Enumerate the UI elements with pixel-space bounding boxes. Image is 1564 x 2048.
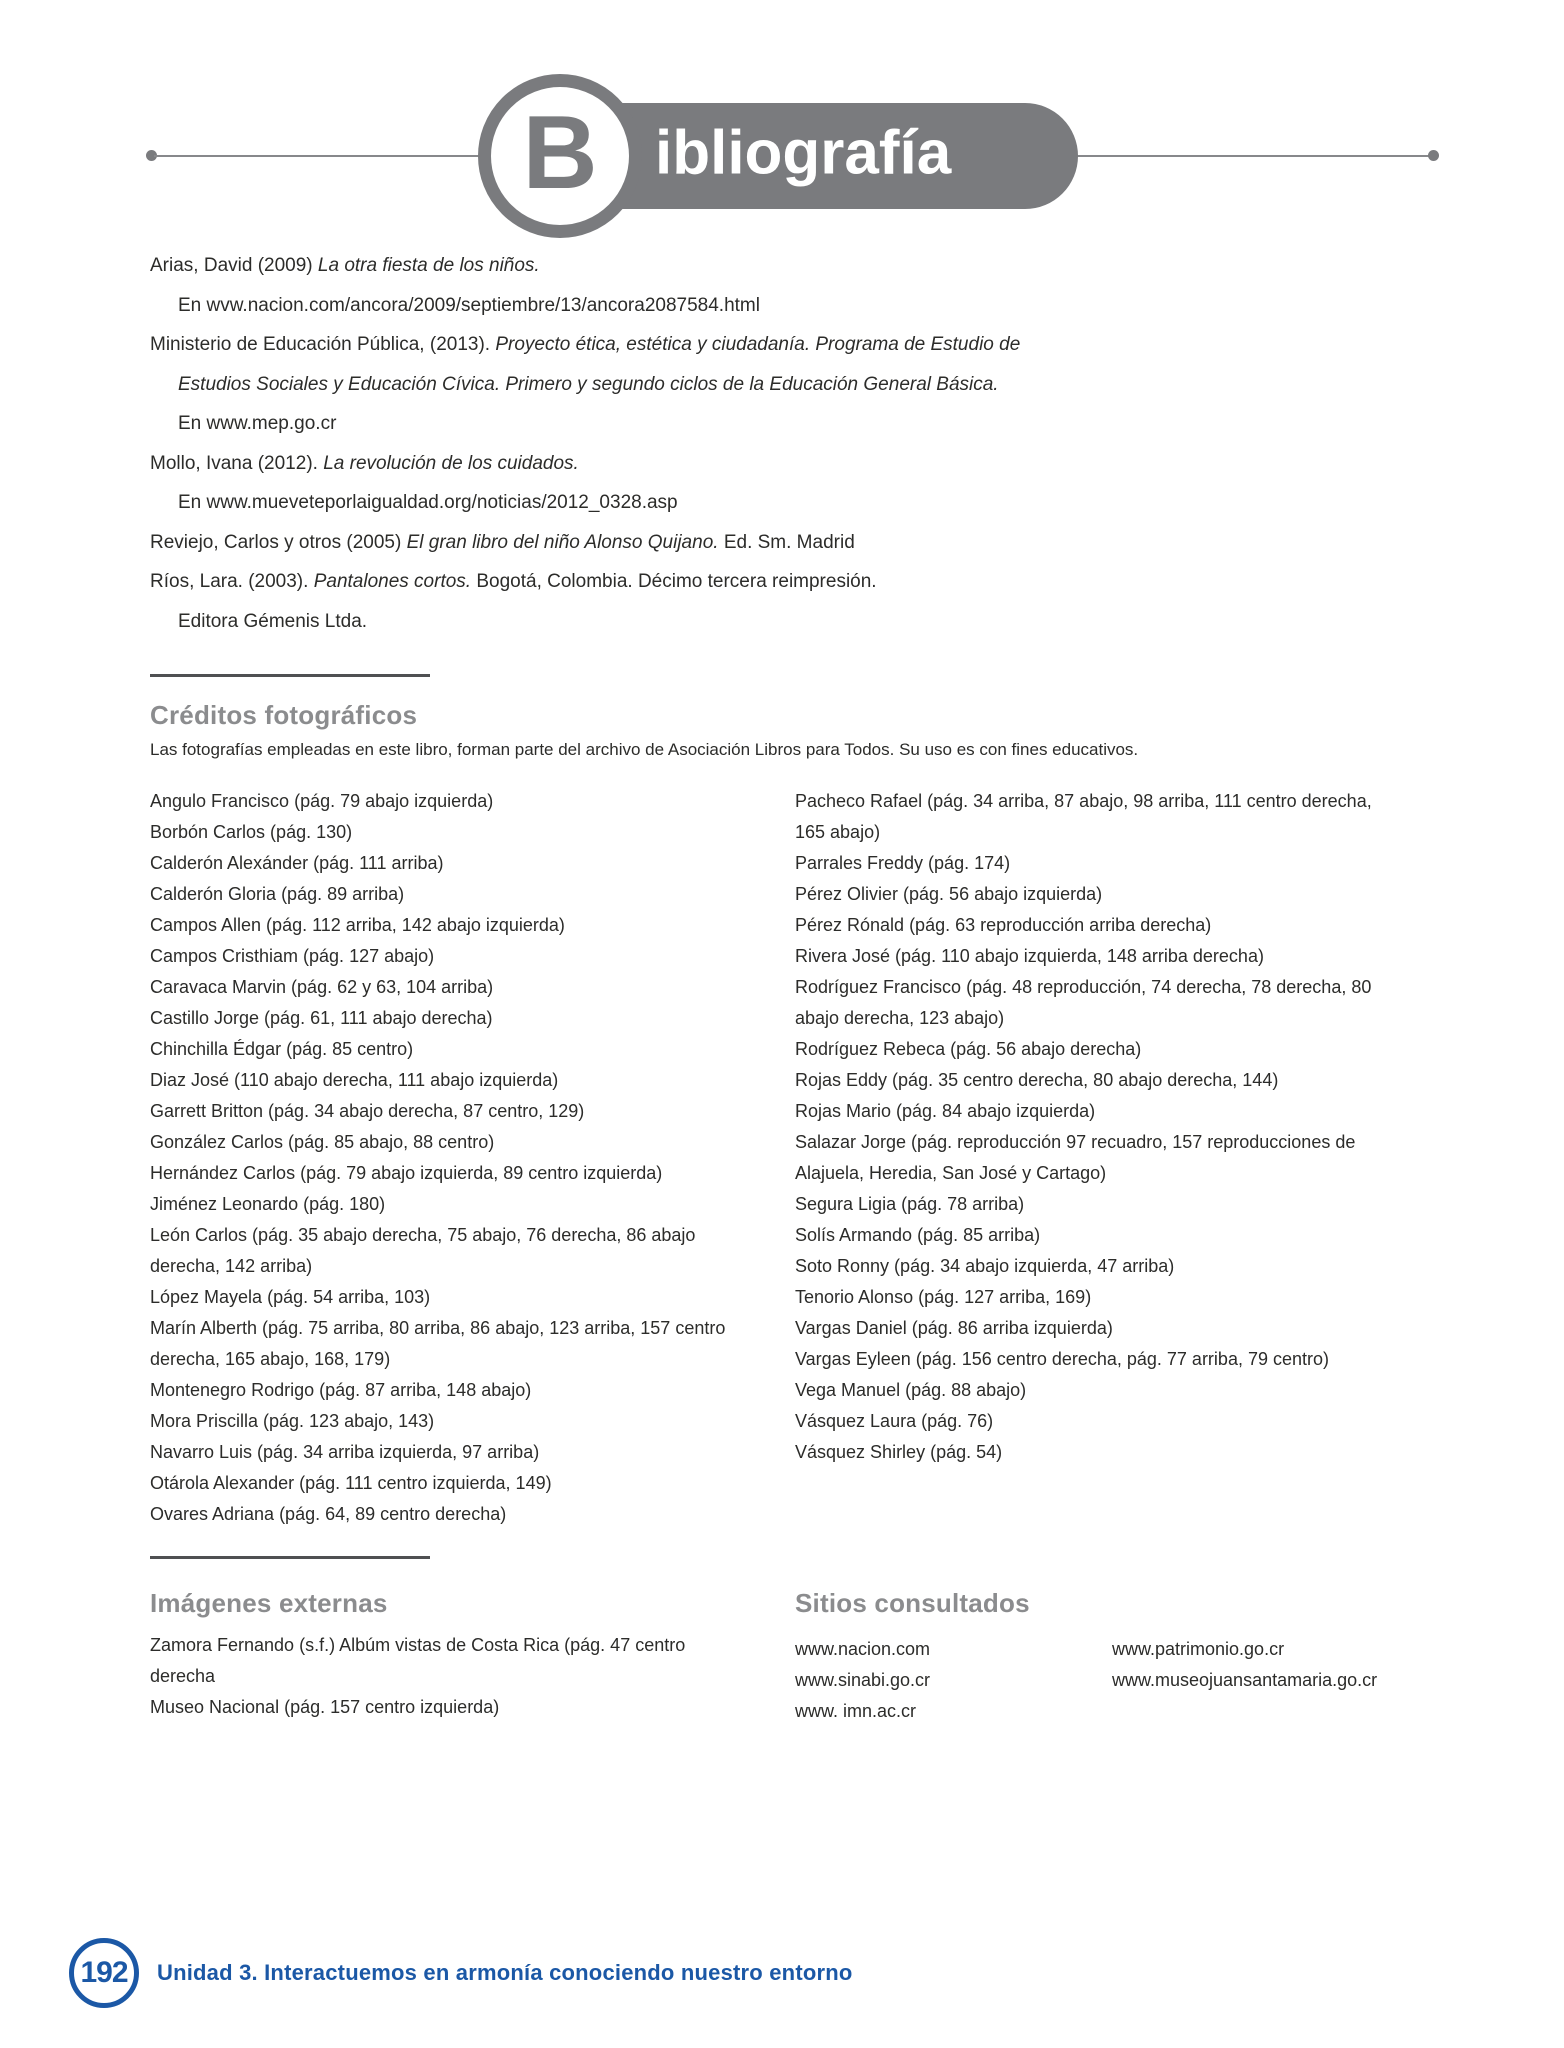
credit-item: Segura Ligia (pág. 78 arriba) [795,1194,1025,1214]
credit-item: Otárola Alexander (pág. 111 centro izquierda, 149) [150,1473,552,1493]
credit-item: Hernández Carlos (pág. 79 abajo izquierda, 89 centro izquierda) [150,1163,663,1183]
bib-text-segment: Ministerio de Educación Pública, (2013). [150,334,496,355]
header-rule-right [1076,155,1432,157]
section-divider-bottom [150,1556,430,1559]
bib-title-segment: Estudios Sociales y Educación Cívica. Primero y segundo ciclos de la Educación General Básica. [178,373,999,395]
credit-item: Parrales Freddy (pág. 174) [795,853,1011,873]
footer-unit-title: Unidad 3. Interactuemos en armonía conociendo nuestro entorno [157,1960,853,1985]
credit-item: Mora Priscilla (pág. 123 abajo, 143) [150,1411,435,1431]
credit-item: Pacheco Rafael (pág. 34 arriba, 87 abajo, 98 arriba, 111 centro derecha, 165 abajo) [795,791,1372,842]
credit-item: Ovares Adriana (pág. 64, 89 centro derecha) [150,1504,507,1524]
credit-item: Rodríguez Rebeca (pág. 56 abajo derecha) [795,1039,1142,1059]
external-image-item: Zamora Fernando (s.f.) Albúm vistas de Costa Rica (pág. 47 centro derecha [150,1635,686,1686]
title-initial-circle [478,74,642,238]
credit-item: Vargas Eyleen (pág. 156 centro derecha, pág. 77 arriba, 79 centro) [795,1349,1329,1369]
credit-item: González Carlos (pág. 85 abajo, 88 centro) [150,1132,495,1152]
credit-item: Pérez Olivier (pág. 56 abajo izquierda) [795,884,1103,904]
credit-item: Garrett Britton (pág. 34 abajo derecha, 87 centro, 129) [150,1101,585,1121]
credits-column-left [150,786,762,1530]
sites-column-b [1112,1634,1442,1696]
bib-title-segment: El gran libro del niño Alonso Quijano. [406,531,719,553]
bibliography-entry-line [150,246,1440,286]
bibliography-entry-line [150,483,1440,523]
site-url: www.patrimonio.go.cr [1112,1639,1285,1659]
credit-item: Tenorio Alonso (pág. 127 arriba, 169) [795,1287,1092,1307]
credit-item: Campos Cristhiam (pág. 127 abajo) [150,946,435,966]
credit-item: Vega Manuel (pág. 88 abajo) [795,1380,1027,1400]
credit-item: Calderón Gloria (pág. 89 arriba) [150,884,405,904]
credit-item: Navarro Luis (pág. 34 arriba izquierda, 97 arriba) [150,1442,540,1462]
bibliography-entry-line [150,523,1440,563]
bib-text-segment: En www.mep.go.cr [178,413,337,434]
page-number: 192 [80,1956,128,1989]
credit-item: Diaz José (110 abajo derecha, 111 abajo izquierda) [150,1070,559,1090]
credit-item: Salazar Jorge (pág. reproducción 97 recuadro, 157 reproducciones de Alajuela, Heredia, San José y Cartago) [795,1132,1356,1183]
credit-item: Calderón Alexánder (pág. 111 arriba) [150,853,444,873]
credit-item: Chinchilla Édgar (pág. 85 centro) [150,1039,414,1059]
external-image-item: Museo Nacional (pág. 157 centro izquierda) [150,1697,500,1717]
bibliography-entry-line [150,444,1440,484]
page-title-rest: ibliografía [655,118,952,188]
credit-item: Soto Ronny (pág. 34 abajo izquierda, 47 arriba) [795,1256,1175,1276]
header-rule-left [154,155,484,157]
sites-column-a [795,1634,1085,1727]
bibliography-entry-line [150,404,1440,444]
bib-title-segment: La otra fiesta de los niños. [317,255,540,276]
credit-item: Rivera José (pág. 110 abajo izquierda, 148 arriba derecha) [795,946,1264,966]
bib-text-segment: Reviejo, Carlos y otros (2005) [150,531,407,553]
consulted-sites-heading: Sitios consultados [795,1588,1030,1618]
credit-item: Montenegro Rodrigo (pág. 87 arriba, 148 abajo) [150,1380,532,1400]
photo-credits-intro: Las fotografías empleadas en este libro, forman parte del archivo de Asociación Libros para Todos. Su uso es con fines educativos. [150,740,1139,759]
site-url: www.nacion.com [795,1639,931,1659]
credit-item: Solís Armando (pág. 85 arriba) [795,1225,1041,1245]
header-dot-right [1428,150,1439,161]
credit-item: López Mayela (pág. 54 arriba, 103) [150,1287,431,1307]
bib-text-segment: Ríos, Lara. (2003). [150,571,314,592]
bib-text-segment: En www.mueveteporlaigualdad.org/noticias/2012_0328.asp [178,492,678,513]
bibliography-list [150,246,1440,641]
credit-item: Jiménez Leonardo (pág. 180) [150,1194,386,1214]
bibliography-entry-line [150,286,1440,326]
credit-item: Vargas Daniel (pág. 86 arriba izquierda) [795,1318,1113,1338]
page-title-initial: B [522,95,598,211]
bibliography-entry-line [150,562,1440,602]
bibliography-entry-line [150,325,1440,365]
bibliography-entry-line [150,602,1440,642]
bib-text-segment: Arias, David (2009) [150,255,318,276]
credit-item: Castillo Jorge (pág. 61, 111 abajo derecha) [150,1008,493,1028]
credit-item: Pérez Rónald (pág. 63 reproducción arriba derecha) [795,915,1212,935]
credit-item: Campos Allen (pág. 112 arriba, 142 abajo izquierda) [150,915,565,935]
credit-item: Caravaca Marvin (pág. 62 y 63, 104 arriba) [150,977,494,997]
page-number-badge [69,1938,139,2008]
credit-item: Borbón Carlos (pág. 130) [150,822,353,842]
bib-text-segment: Ed. Sm. Madrid [718,531,855,553]
credit-item: Angulo Francisco (pág. 79 abajo izquierda) [150,791,494,811]
photo-credits-heading: Créditos fotográficos [150,700,418,730]
credit-item: Rojas Mario (pág. 84 abajo izquierda) [795,1101,1096,1121]
credit-item: Rojas Eddy (pág. 35 centro derecha, 80 abajo derecha, 144) [795,1070,1279,1090]
bib-title-segment: Proyecto ética, estética y ciudadanía. Programa de Estudio de [495,334,1021,355]
bib-title-segment: Pantalones cortos. [313,571,472,592]
credit-item: Vásquez Shirley (pág. 54) [795,1442,1003,1462]
credit-item: Marín Alberth (pág. 75 arriba, 80 arriba, 86 abajo, 123 arriba, 157 centro derecha, 165 abajo, 168, 179) [150,1318,726,1369]
site-url: www.sinabi.go.cr [795,1670,931,1690]
bib-title-segment: La revolución de los cuidados. [323,452,579,474]
site-url: www.museojuansantamaria.go.cr [1112,1670,1378,1690]
bib-text-segment: Editora Gémenis Ltda. [178,610,368,632]
bib-text-segment: Bogotá, Colombia. Décimo tercera reimpresión. [471,571,877,592]
site-url: www. imn.ac.cr [795,1701,917,1721]
section-divider-top [150,674,430,677]
credit-item: Rodríguez Francisco (pág. 48 reproducción, 74 derecha, 78 derecha, 80 abajo derecha, 123 abajo) [795,977,1372,1028]
bib-text-segment: En wvw.nacion.com/ancora/2009/septiembre/13/ancora2087584.html [178,294,760,316]
external-images-list [150,1630,720,1723]
bib-text-segment: Mollo, Ivana (2012). [150,452,324,474]
credit-item: León Carlos (pág. 35 abajo derecha, 75 abajo, 76 derecha, 86 abajo derecha, 142 arriba) [150,1225,696,1276]
credits-column-right [795,786,1395,1468]
external-images-heading: Imágenes externas [150,1588,388,1618]
credit-item: Vásquez Laura (pág. 76) [795,1411,994,1431]
bibliography-entry-line [150,365,1440,405]
